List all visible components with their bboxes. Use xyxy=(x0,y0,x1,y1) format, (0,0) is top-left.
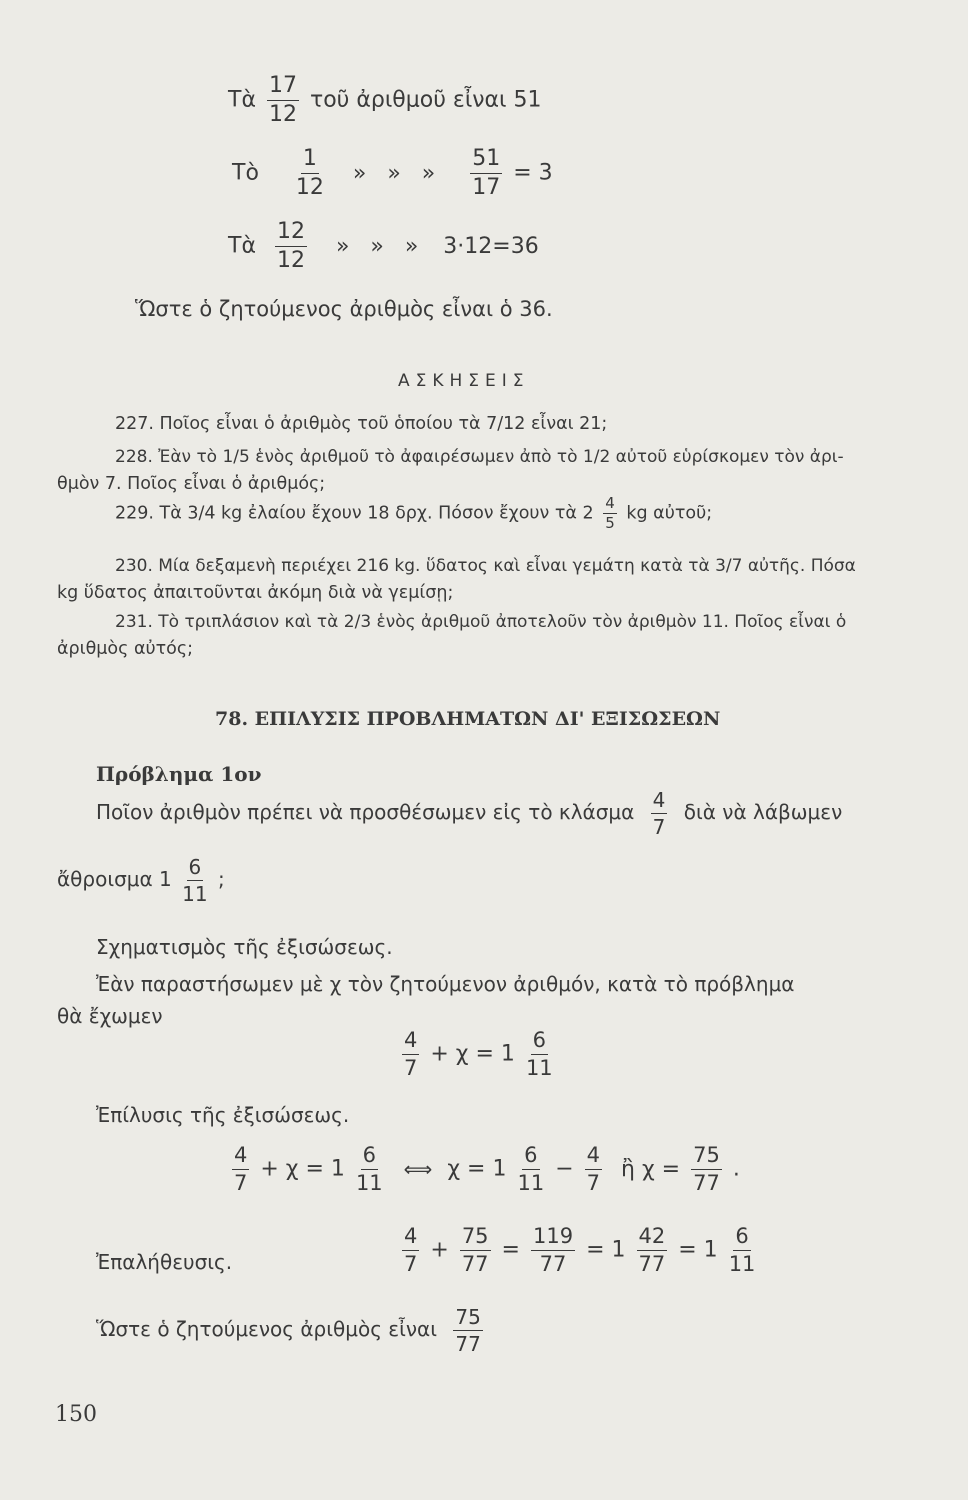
final-text: Ὥστε ὁ ζητούμενος ἀριθμὸς εἶναι xyxy=(96,1317,438,1341)
fraction: $\frac{75}{77}$ xyxy=(693,1143,720,1195)
fraction: $\frac{6}{11}$ xyxy=(517,1143,545,1195)
problem-question-line1 xyxy=(96,790,842,837)
fraction: $\frac{17}{12}$ xyxy=(268,73,297,127)
equation-text: ἢ χ = xyxy=(621,1156,681,1182)
word: Τὰ xyxy=(228,87,256,113)
ditto-marks: » » » xyxy=(352,160,436,186)
exercise-text: 229. Τὰ 3/4 kg ἐλαίου ἔχουν 18 δρχ. Πόσον ἔχουν τὰ 2 xyxy=(115,503,594,524)
exercise-228-line2: θμὸν 7. Ποῖος εἶναι ὁ ἀριθμός; xyxy=(57,474,326,494)
fraction: $\frac{4}{7}$ xyxy=(586,1143,601,1195)
word: Τὸ xyxy=(232,160,259,186)
fraction: $\frac{6}{11}$ xyxy=(525,1028,553,1080)
fraction: $\frac{4}{7}$ xyxy=(652,788,666,839)
conclusion-text: Ὥστε ὁ ζητούμενος ἀριθμὸς εἶναι ὁ 36. xyxy=(135,297,553,321)
exercises-heading: ΑΣΚΗΣΕΙΣ xyxy=(398,371,530,391)
section-title: 78. ΕΠΙΛΥΣΙΣ ΠΡΟΒΛΗΜΑΤΩΝ ΔΙ' ΕΞΙΣΩΣΕΩΝ xyxy=(215,708,721,730)
fraction: $\frac{6}{11}$ xyxy=(728,1224,756,1276)
calc-result: = 3 xyxy=(513,160,553,186)
exercise-230-line1: 230. Μία δεξαμενὴ περιέχει 216 kg. ὕδατος καὶ εἶναι γεμάτη κατὰ τὰ 3/7 αὐτῆς. Πόσα xyxy=(115,556,856,576)
word: Τὰ xyxy=(228,233,256,259)
fraction: $\frac{1}{12}$ xyxy=(295,146,324,200)
equation-text: = 1 xyxy=(586,1237,626,1263)
equation-text: − xyxy=(555,1156,574,1182)
fraction: $\frac{75}{77}$ xyxy=(455,1305,481,1356)
question-text: ; xyxy=(217,867,225,891)
fraction: $\frac{4}{7}$ xyxy=(234,1143,248,1195)
equation-3 xyxy=(398,1226,759,1275)
fraction: $\frac{6}{11}$ xyxy=(355,1143,383,1195)
fraction: $\frac{12}{12}$ xyxy=(276,219,305,273)
verification-heading: Ἐπαλήθευσις. xyxy=(96,1250,233,1274)
calc-row-3 xyxy=(228,221,539,272)
fraction: $\frac{42}{77}$ xyxy=(638,1224,666,1276)
exercise-text: kg αὐτοῦ; xyxy=(626,503,713,524)
fraction: $\frac{6}{11}$ xyxy=(182,855,208,906)
exercise-228-line1: 228. Ἐὰν τὸ 1/5 ἑνὸς ἀριθμοῦ τὸ ἀφαιρέσωμεν ἀπὸ τὸ 1/2 αὐτοῦ εὑρίσκομεν τὸν ἀρι- xyxy=(115,447,844,467)
equation-text: = xyxy=(501,1237,520,1263)
solution-heading: Ἐπίλυσις τῆς ἐξισώσεως. xyxy=(96,1103,350,1127)
calc-text: τοῦ ἀριθμοῦ εἶναι 51 xyxy=(309,87,542,113)
exercise-230-line2: kg ὕδατος ἀπαιτοῦνται ἀκόμη διὰ νὰ γεμίσῃ; xyxy=(57,583,454,603)
equation-text: + xyxy=(430,1237,449,1263)
equation-text: = 1 xyxy=(678,1237,718,1263)
fraction: $\frac{75}{77}$ xyxy=(461,1224,489,1276)
fraction: $\frac{4}{7}$ xyxy=(404,1224,418,1276)
paragraph-line1: Ἐὰν παραστήσωμεν μὲ χ τὸν ζητούμενον ἀριθμόν, κατὰ τὸ πρόβλημα xyxy=(96,972,795,996)
exercise-229 xyxy=(115,496,712,531)
problem-title: Πρόβλημα 1ον xyxy=(96,762,262,786)
calc-row-1 xyxy=(228,75,542,126)
equation-text: χ = 1 xyxy=(447,1156,507,1182)
ditto-marks: » » » xyxy=(335,233,419,259)
question-text: διὰ νὰ λάβωμεν xyxy=(683,800,843,824)
fraction: $\frac{119}{77}$ xyxy=(532,1224,574,1276)
problem-question-line2 xyxy=(57,857,225,904)
equation-text: . xyxy=(732,1156,740,1182)
paragraph-line2: θὰ ἔχωμεν xyxy=(57,1004,163,1028)
exercise-227: 227. Ποῖος εἶναι ὁ ἀριθμὸς τοῦ ὁποίου τὰ 7/12 εἶναι 21; xyxy=(115,414,608,434)
fraction: $\frac{4}{7}$ xyxy=(404,1028,418,1080)
equation-text: + χ = 1 xyxy=(430,1041,515,1067)
fraction: $\frac{51}{17}$ xyxy=(472,146,501,200)
exercise-231-line1: 231. Τὸ τριπλάσιον καὶ τὰ 2/3 ἑνὸς ἀριθμοῦ ἀποτελοῦν τὸν ἀριθμὸν 11. Ποῖος εἶναι ὁ xyxy=(115,612,847,632)
equation-2 xyxy=(228,1145,740,1194)
question-text: Ποῖον ἀριθμὸν πρέπει νὰ προσθέσωμεν εἰς τὸ κλάσμα xyxy=(96,800,635,824)
calc-result: 3·12=36 xyxy=(443,233,539,259)
equation-1 xyxy=(398,1030,557,1079)
question-text: ἄθροισμα 1 xyxy=(57,867,172,891)
page-number: 150 xyxy=(55,1402,97,1427)
formation-heading: Σχηματισμὸς τῆς ἐξισώσεως. xyxy=(96,935,393,959)
exercise-231-line2: ἀριθμὸς αὐτός; xyxy=(57,639,194,659)
equivalence-arrow: ⟺ xyxy=(403,1156,431,1181)
calc-row-2 xyxy=(232,148,553,199)
final-answer xyxy=(96,1307,487,1354)
fraction: $\frac{4}{5}$ xyxy=(605,494,615,532)
equation-text: + χ = 1 xyxy=(260,1156,345,1182)
